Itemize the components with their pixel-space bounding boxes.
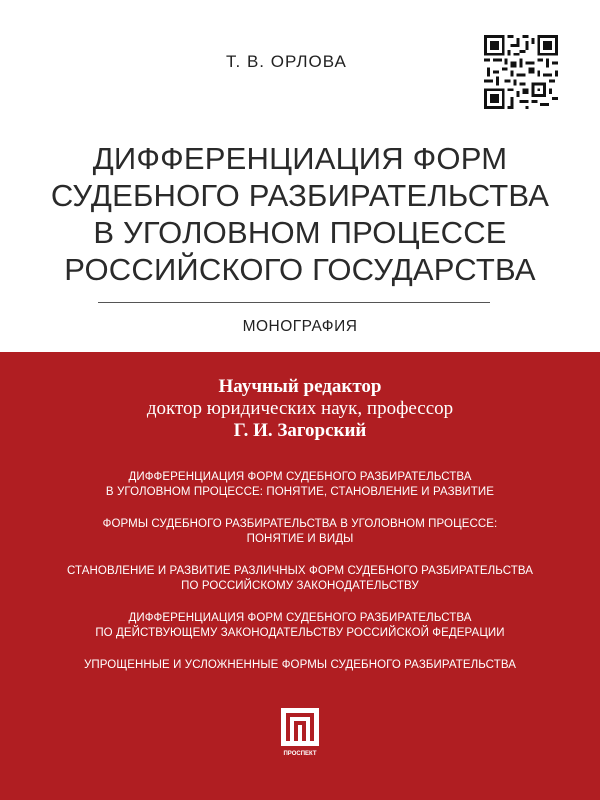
contents-line: ДИФФЕРЕНЦИАЦИЯ ФОРМ СУДЕБНОГО РАЗБИРАТЕЛЬСТВА (128, 612, 472, 624)
contents-line: ФОРМЫ СУДЕБНОГО РАЗБИРАТЕЛЬСТВА В УГОЛОВНОМ ПРОЦЕССЕ: (102, 518, 498, 530)
contents-line: УПРОЩЕННЫЕ И УСЛОЖНЕННЫЕ ФОРМЫ СУДЕБНОГО РАЗБИРАТЕЛЬСТВА (83, 659, 516, 671)
title-line: В УГОЛОВНОМ ПРОЦЕССЕ (93, 215, 507, 250)
contents-item (0, 517, 600, 547)
cover-top (0, 0, 600, 352)
title-line: СУДЕБНОГО РАЗБИРАТЕЛЬСТВА (50, 178, 550, 213)
editor-role: Научный редактор (218, 376, 382, 397)
book-title (20, 140, 580, 288)
contents-line: ПО ДЕЙСТВУЮЩЕМУ ЗАКОНОДАТЕЛЬСТВУ РОССИЙСКОЙ ФЕДЕРАЦИИ (95, 627, 505, 639)
contents-line: В УГОЛОВНОМ ПРОЦЕССЕ: ПОНЯТИЕ, СТАНОВЛЕНИЕ И РАЗВИТИЕ (105, 486, 495, 498)
contents-item (0, 658, 600, 673)
publisher-logo (275, 706, 325, 758)
contents-item (0, 470, 600, 500)
editor-block (0, 376, 600, 442)
qr-code-icon (484, 35, 558, 109)
contents-item (0, 564, 600, 594)
author-name: Т. В. ОРЛОВА (226, 52, 347, 71)
contents-line: СТАНОВЛЕНИЕ И РАЗВИТИЕ РАЗЛИЧНЫХ ФОРМ СУДЕБНОГО РАЗБИРАТЕЛЬСТВА (66, 565, 534, 577)
contents-line: ПОНЯТИЕ И ВИДЫ (246, 533, 354, 545)
contents-item (0, 611, 600, 641)
publisher-name: ПРОСПЕКТ (283, 751, 317, 757)
red-band (0, 352, 600, 800)
contents-list (0, 470, 600, 690)
contents-line: ПО РОССИЙСКОМУ ЗАКОНОДАТЕЛЬСТВУ (181, 580, 419, 592)
title-divider (98, 302, 490, 303)
title-line: ДИФФЕРЕНЦИАЦИЯ ФОРМ (92, 141, 508, 176)
editor-name: Г. И. Загорский (233, 420, 367, 441)
contents-line: ДИФФЕРЕНЦИАЦИЯ ФОРМ СУДЕБНОГО РАЗБИРАТЕЛЬСТВА (128, 471, 472, 483)
title-line: РОССИЙСКОГО ГОСУДАРСТВА (64, 252, 536, 287)
editor-degree: доктор юридических наук, профессор (146, 398, 454, 419)
document-type: МОНОГРАФИЯ (242, 318, 358, 335)
